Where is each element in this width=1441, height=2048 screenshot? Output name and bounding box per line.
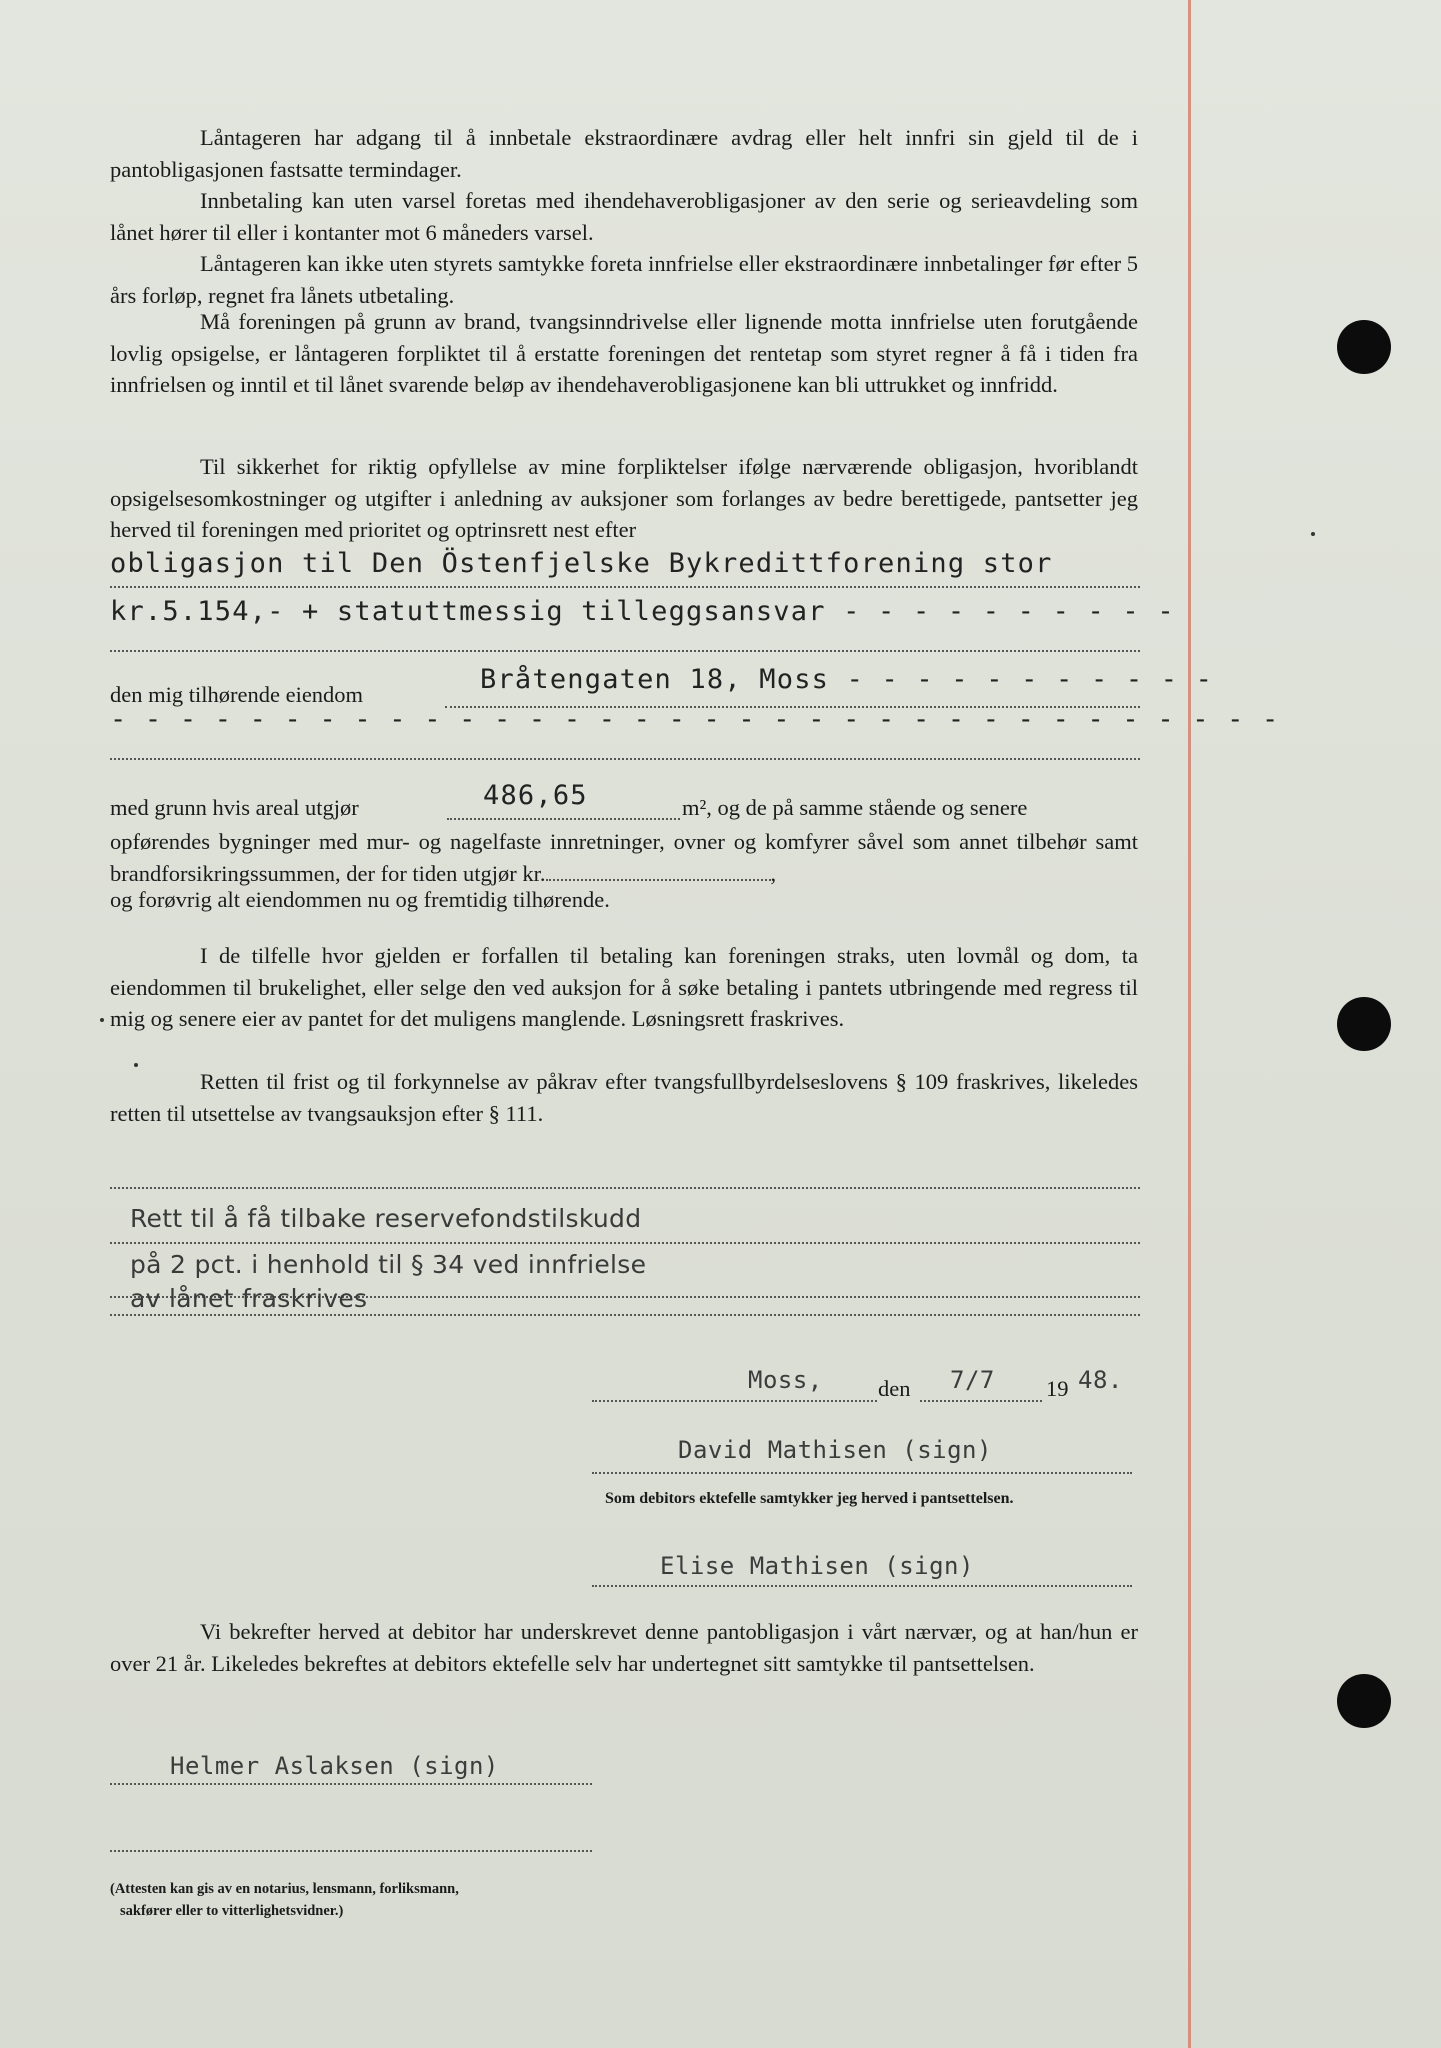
spouse-consent-text: Som debitors ektefelle samtykker jeg herved i pantsettelsen. <box>605 1490 1014 1507</box>
paragraph-security: Til sikkerhet for riktig opfyllelse av mine forpliktelser ifølge nærværende obligasjon, hvoriblandt opsigelsesomkostninger og utgifter i anledning av auksjoner som forlanges av bedre berettigede, pantsetter jeg herved til foreningen med prioritet og optrinsrett nest efter <box>110 454 1138 542</box>
margin-line <box>1188 0 1191 2048</box>
dotted-rule <box>110 1187 1140 1189</box>
typed-clause-line-3: av lånet fraskrives <box>130 1284 368 1313</box>
property-label: den mig tilhørende eiendom <box>110 682 364 707</box>
dotted-rule <box>920 1400 1042 1402</box>
paragraph-board-consent: Låntageren kan ikke uten styrets samtykke foreta innfrielse eller ekstraordinære innbetalinger før efter 5 års forløp, regnet fra lånets utbetaling. <box>110 251 1138 308</box>
date-label: den <box>878 1376 911 1401</box>
paragraph-early-repayment: Låntageren har adgang til å innbetale ekstraordinære avdrag eller helt innfri sin gjeld til de i pantobligasjonen fastsatte termindager. <box>110 125 1138 182</box>
typed-clause-line-2: på 2 pct. i henhold til § 34 ved innfrielse <box>130 1250 647 1279</box>
paragraph-payment-bonds: Innbetaling kan uten varsel foretas med ihendehaverobligasjoner av den serie og serieavdeling som lånet hører til eller i kontanter mot 6 måneders varsel. <box>110 188 1138 245</box>
speck <box>100 1018 104 1022</box>
dotted-rule <box>110 1783 592 1785</box>
paragraph-frist: Retten til frist og til forkynnelse av påkrav efter tvangsfullbyrdelseslovens § 109 fraskrives, likeledes retten til utsettelse av tvangsauksjon efter § 111. <box>110 1069 1138 1126</box>
paragraph-default: I de tilfelle hvor gjelden er forfallen til betaling kan foreningen straks, uten lovmål og dom, ta eiendommen til brukelighet, eller selge den ved auksjon for å søke betaling i pantets utbringende med regress til mig og senere eier av pantet for det muligens manglende. Løsningsrett fraskrives. <box>110 943 1138 1031</box>
paragraph-buildings: opførendes bygninger med mur- og nagelfaste innretninger, ovner og komfyrer såvel som annet tilbehør samt brandforsikringssummen, der for tiden utgjør kr. , <box>110 829 1138 886</box>
paragraph-interest-loss: Må foreningen på grunn av brand, tvangsinndrivelse eller lignende motta innfrielse uten forutgående lovlig opsigelse, er låntageren forpliktet til å erstatte foreningen det rentetap som styret regner å få i tiden fra innfrielsen og inntil et til lånet svarende beløp av ihendehaverobligasjonene kan bli uttrukket og innfridd. <box>110 309 1138 397</box>
speck <box>1311 532 1315 536</box>
witness-signature: Helmer Aslaksen (sign) <box>170 1752 499 1780</box>
footnote-line-2: sakfører eller to vitterlighetsvidner.) <box>120 1903 344 1919</box>
spouse-signature: Elise Mathisen (sign) <box>660 1552 974 1580</box>
year-prefix: 19 <box>1046 1376 1069 1401</box>
debtor-signature: David Mathisen (sign) <box>678 1436 992 1464</box>
punch-hole <box>1337 1674 1391 1728</box>
dotted-rule <box>110 1242 1140 1244</box>
property-value: Bråtengaten 18, Moss - - - - - - - - - - - <box>480 664 1214 695</box>
paragraph-attestation: Vi bekrefter herved at debitor har underskrevet denne pantobligasjon i vårt nærvær, og at han/hun er over 21 år. Likeledes bekreftes at debitors ektefelle selv har undertegnet sitt samtykke til pantsettelsen. <box>110 1619 1138 1676</box>
punch-hole <box>1337 320 1391 374</box>
dotted-rule <box>592 1472 1132 1474</box>
punch-hole <box>1337 997 1391 1051</box>
date-value: 7/7 <box>950 1366 995 1394</box>
dotted-rule <box>592 1400 877 1402</box>
dotted-rule <box>110 650 1140 652</box>
dotted-rule <box>592 1585 1132 1587</box>
date-place: Moss, <box>748 1366 823 1394</box>
footnote-line-1: (Attesten kan gis av en notarius, lensmann, forliksmann, <box>110 1881 459 1897</box>
property-dashes: - - - - - - - - - - - - - - - - - - - - - - - - - - - - - - - - - - <box>110 704 1280 735</box>
area-rest: m², og de på samme stående og senere <box>682 795 1028 820</box>
dotted-rule <box>110 1314 1140 1316</box>
priority-line-2: kr.5.154,- + statuttmessig tilleggsansvar - - - - - - - - - - <box>110 596 1175 627</box>
year-suffix: 48. <box>1078 1366 1123 1394</box>
area-value: 486,65 <box>483 780 588 811</box>
area-label: med grunn hvis areal utgjør <box>110 795 359 820</box>
priority-line-1: obligasjon til Den Östenfjelske Bykredittforening stor <box>110 548 1053 579</box>
dotted-rule <box>447 818 680 820</box>
dotted-rule <box>110 758 1140 760</box>
dotted-rule <box>110 586 1140 588</box>
typed-clause-line-1: Rett til å få tilbake reservefondstilskudd <box>130 1204 642 1233</box>
dotted-rule <box>110 1850 592 1852</box>
paragraph-buildings-end: og forøvrig alt eiendommen nu og fremtidig tilhørende. <box>110 887 610 912</box>
